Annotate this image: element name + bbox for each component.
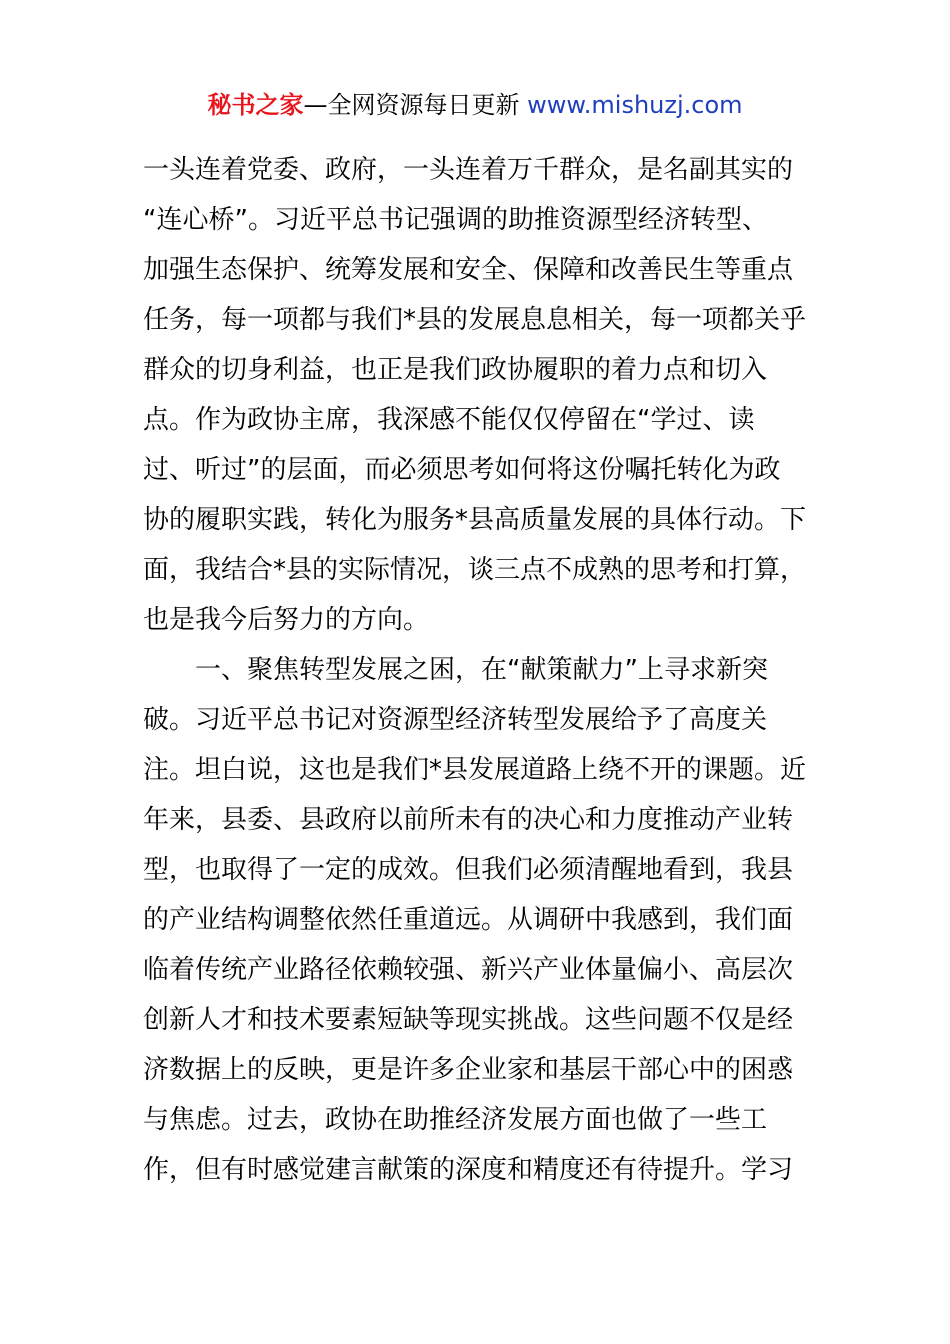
text-line: 注。坦白说，这也是我们*县发展道路上绕不开的课题。近 (143, 755, 807, 785)
text-line: 过、听过”的层面，而必须思考如何将这份嘱托转化为政 (143, 455, 781, 485)
text-line: 创新人才和技术要素短缺等现实挑战。这些问题不仅是经 (143, 1005, 794, 1035)
text-line: 济数据上的反映，更是许多企业家和基层干部心中的困惑 (143, 1055, 794, 1085)
text-line: 点。作为政协主席，我深感不能仅仅停留在“学过、读 (143, 405, 755, 435)
text-line: 的产业结构调整依然任重道远。从调研中我感到，我们面 (143, 905, 794, 935)
header-tagline: —全网资源每日更新 (303, 91, 528, 119)
text-line: 加强生态保护、统筹发展和安全、保障和改善民生等重点 (143, 255, 794, 285)
text-line: 年来，县委、县政府以前所未有的决心和力度推动产业转 (143, 805, 794, 835)
text-line: 协的履职实践，转化为服务*县高质量发展的具体行动。下 (143, 505, 807, 535)
text-line: “连心桥”。习近平总书记强调的助推资源型经济转型、 (143, 205, 768, 235)
header-url[interactable]: www.mishuzj.com (527, 91, 743, 119)
text-line: 临着传统产业路径依赖较强、新兴产业体量偏小、高层次 (143, 955, 794, 985)
header-brand: 秘书之家 (207, 91, 304, 119)
page-header (0, 88, 950, 122)
text-line: 群众的切身利益，也正是我们政协履职的着力点和切入 (143, 355, 768, 385)
text-line: 也是我今后努力的方向。 (143, 605, 430, 635)
text-line: 作，但有时感觉建言献策的深度和精度还有待提升。学习 (143, 1155, 794, 1185)
text-line: 一头连着党委、政府，一头连着万千群众，是名副其实的 (143, 155, 794, 185)
text-line: 任务，每一项都与我们*县的发展息息相关，每一项都关乎 (143, 305, 807, 335)
text-line: 与焦虑。过去，政协在助推经济发展方面也做了一些工 (143, 1105, 768, 1135)
text-line: 面，我结合*县的实际情况，谈三点不成熟的思考和打算， (143, 555, 807, 585)
text-line: 破。习近平总书记对资源型经济转型发展给予了高度关 (143, 705, 768, 735)
text-line: 型，也取得了一定的成效。但我们必须清醒地看到，我县 (143, 855, 794, 885)
document-body (143, 145, 823, 1195)
section-heading-line: 一、聚焦转型发展之困，在“献策献力”上寻求新突 (195, 655, 768, 685)
